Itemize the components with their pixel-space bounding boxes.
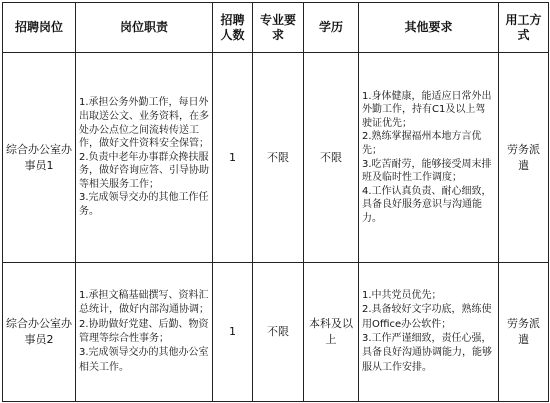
- duty-item: 2.协助做好党建、后勤、物资管理等综合性事务；: [79, 318, 209, 344]
- major-cell: 不限: [253, 53, 304, 263]
- other-cell: [359, 53, 499, 263]
- duty-item: 3.完成领导交办的其他工作任务。: [79, 192, 209, 218]
- other-cell: [359, 263, 499, 402]
- duty-item: 1.承担公务外勤工作，每日外出取送公文、业务资料，在多处办公点位之间流转传送工作，做好文件资料安全保管；: [79, 97, 209, 150]
- education-cell: 本科及以上: [304, 263, 359, 402]
- other-item: 4.工作认真负责、耐心细致，具备良好服务意识与沟通能力。: [362, 185, 492, 224]
- other-item: 2.熟练掌握福州本地方言优先；: [362, 131, 482, 156]
- education-cell: 不限: [304, 53, 359, 263]
- header-major: 专业要求: [253, 3, 304, 53]
- header-employment: 用工方式: [499, 3, 549, 53]
- duty-item: 3.完成领导交办的其他办公室相关工作。: [79, 347, 209, 373]
- major-cell: 不限: [253, 263, 304, 402]
- other-item: 3.工作严谨细致，责任心强，具备良好沟通协调能力，能够服从工作安排。: [362, 333, 492, 373]
- duties-cell: [76, 53, 213, 263]
- header-duties: 岗位职责: [76, 3, 213, 53]
- duty-item: 2.负责中老年办事群众搀扶服务，做好咨询应答、引导协助等相关服务工作；: [79, 151, 209, 190]
- employment-cell: 劳务派遣: [499, 53, 549, 263]
- other-item: 1.身体健康，能适应日常外出外勤工作，持有C1及以上驾驶证优先；: [362, 90, 492, 129]
- position-cell: 综合办公室办事员1: [3, 53, 76, 263]
- header-education: 学历: [304, 3, 359, 53]
- table-row: [3, 53, 549, 263]
- count-cell: 1: [213, 263, 253, 402]
- other-item: 1.中共党员优先；: [362, 289, 442, 301]
- header-position: 招聘岗位: [3, 3, 76, 53]
- duty-item: 1.承担文稿基础撰写、资料汇总统计，做好内部沟通协调；: [79, 289, 209, 316]
- other-item: 3.吃苦耐劳，能够接受周末排班及临时性工作调度；: [362, 158, 492, 184]
- table-row: [3, 263, 549, 402]
- position-cell: 综合办公室办事员2: [3, 263, 76, 402]
- employment-cell: 劳务派遣: [499, 263, 549, 402]
- count-cell: 1: [213, 53, 253, 263]
- header-count: 招聘人数: [213, 3, 253, 53]
- duties-cell: [76, 263, 213, 402]
- header-row: [3, 3, 549, 53]
- other-item: 2.具备较好文字功底，熟练使用Office办公软件；: [362, 304, 492, 330]
- header-other: 其他要求: [359, 3, 499, 53]
- recruitment-table: [2, 2, 549, 402]
